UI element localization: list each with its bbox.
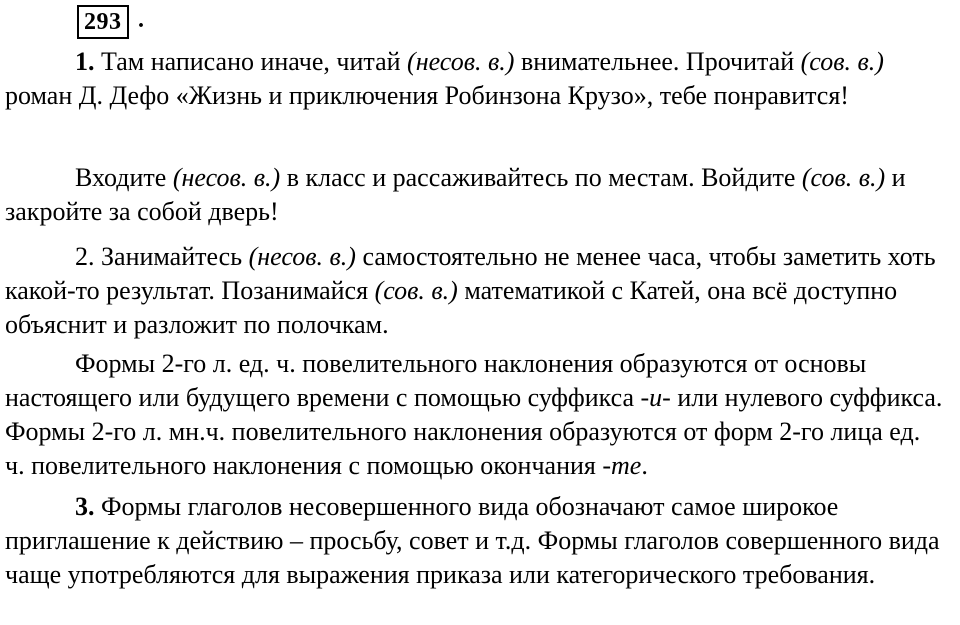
exercise-number-dot: .	[138, 7, 144, 33]
p3-aspect-note-2: (сов. в.)	[374, 276, 458, 305]
p4-suffix-i: -и-	[640, 383, 671, 412]
p3-text-2: самостоятельно не менее часа, чтобы заметить хоть какой-то результат. Позанимайся	[5, 242, 936, 305]
p4-text-3: .	[641, 451, 648, 480]
paragraph-1	[5, 45, 945, 113]
p3-aspect-note-1: (несов. в.)	[248, 242, 356, 271]
p1-text-2: внимательнее. Прочитай	[514, 47, 801, 76]
p3-text-3: математикой с Катей, она всё доступно объяснит и разложит по полочкам.	[5, 276, 898, 339]
p4-text-2: или нулевого суффикса. Формы 2-го л. мн.ч. повелительного наклонения образуются от форм 2-го лица ед. ч. повелительного наклонения с помощью окончания	[5, 383, 943, 480]
item-number-1: 1.	[75, 47, 95, 76]
paragraph-3	[5, 240, 945, 342]
p2-aspect-note-1: (несов. в.)	[172, 163, 281, 192]
p4-ending-te: -те	[602, 451, 642, 480]
paragraph-2	[5, 161, 945, 229]
p3-text-1: 2. Занимайтесь	[75, 242, 249, 271]
p2-text-2: в класс и рассаживайтесь по местам. Войдите	[280, 163, 802, 192]
paragraph-4	[5, 347, 945, 483]
exercise-number: 293	[84, 9, 122, 35]
p2-aspect-note-2: (сов. в.)	[801, 163, 886, 192]
p2-text-3: и закройте за собой дверь!	[5, 163, 906, 226]
p1-aspect-note-1: (несов. в.)	[407, 47, 515, 76]
p1-text-1: Там написано иначе, читай	[94, 47, 408, 76]
p5-text-1: Формы глаголов несовершенного вида обозначают самое широкое приглашение к действию – просьбу, совет и т.д. Формы глаголов совершенного вида чаще употребляются для выражения приказа или категорического требования.	[5, 492, 940, 589]
p4-text-1: Формы 2-го л. ед. ч. повелительного наклонения образуются от основы настоящего или будущего времени с помощью суффикса	[5, 349, 867, 412]
p2-text-1: Входите	[75, 163, 173, 192]
exercise-number-box	[77, 5, 129, 39]
paragraph-5	[5, 490, 945, 592]
p1-text-3: роман Д. Дефо «Жизнь и приключения Робинзона Крузо», тебе понравится!	[5, 81, 849, 110]
p1-aspect-note-2: (сов. в.)	[800, 47, 884, 76]
item-number-3: 3.	[75, 492, 95, 521]
